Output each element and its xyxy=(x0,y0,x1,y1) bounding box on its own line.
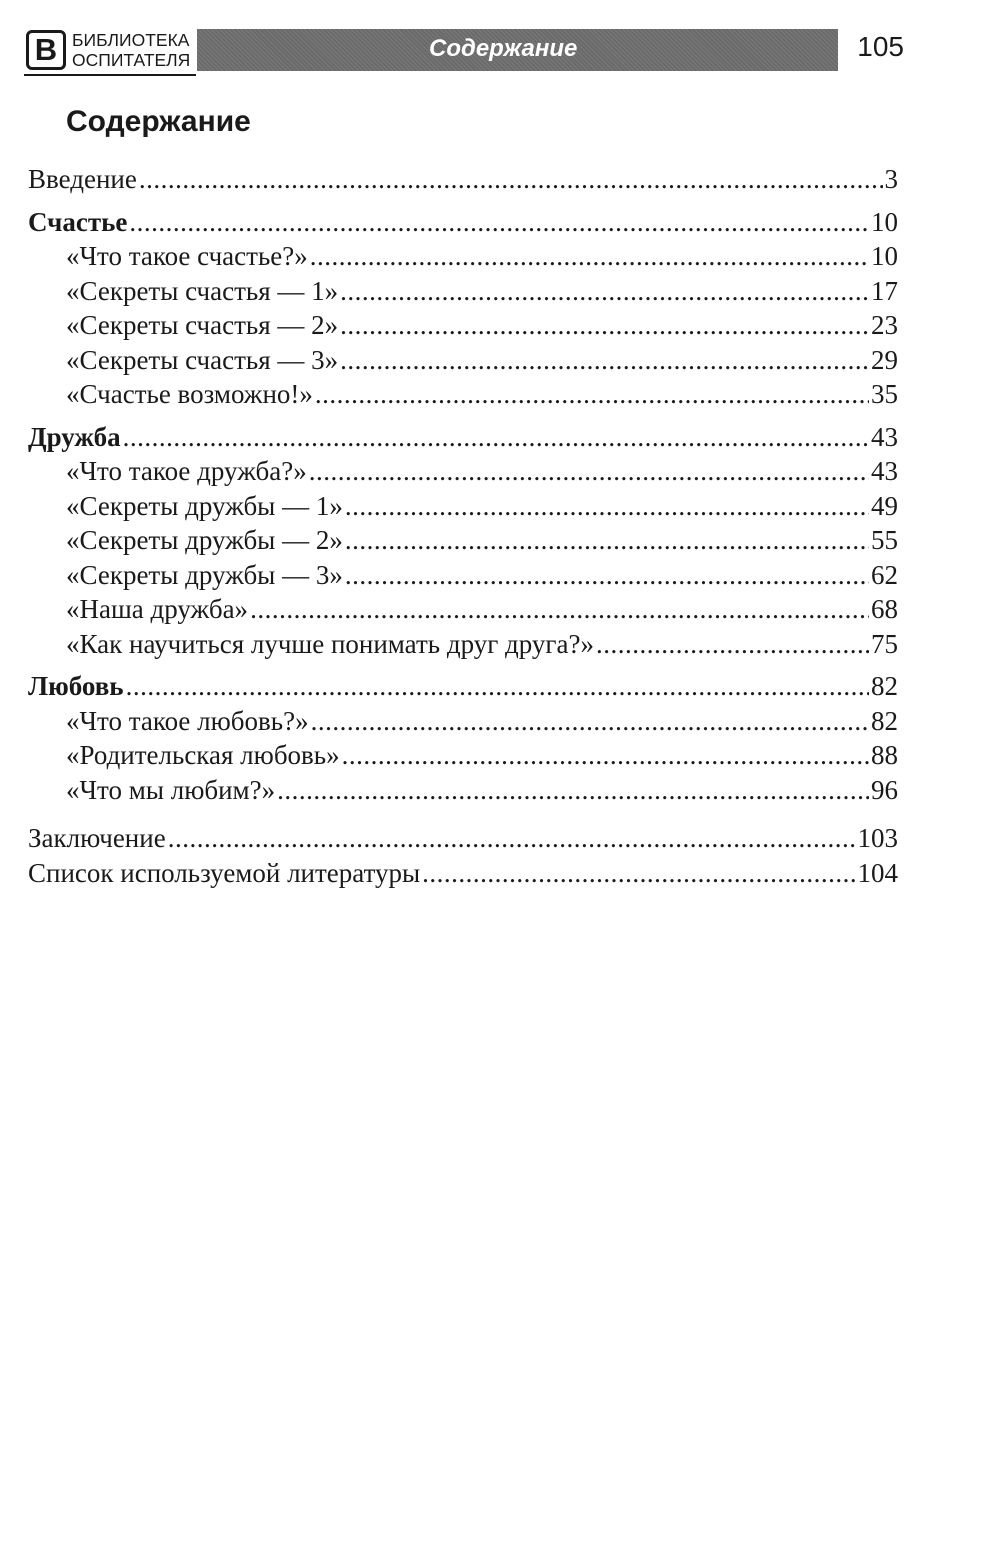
series-logo-line1: БИБЛИОТЕКА xyxy=(72,30,190,50)
dot-leader xyxy=(340,343,869,378)
dot-leader xyxy=(340,308,869,343)
toc-entry-page: 43 xyxy=(871,456,898,486)
toc-entry-page: 75 xyxy=(871,628,898,659)
toc-entry[interactable] xyxy=(28,343,898,378)
dot-leader xyxy=(345,489,869,524)
running-header xyxy=(24,26,904,76)
toc-entry-title: «Секреты дружбы — 2» xyxy=(66,525,343,555)
dot-leader xyxy=(250,592,869,627)
toc-entry-page: 23 xyxy=(871,310,898,340)
series-logo-text xyxy=(72,30,190,70)
dot-leader xyxy=(311,704,869,739)
toc-entry-page: 49 xyxy=(871,490,898,521)
toc-entry[interactable] xyxy=(28,239,898,274)
toc-entry-conclusion[interactable] xyxy=(28,821,898,856)
toc-entry-title: «Что такое любовь?» xyxy=(66,705,309,736)
toc-entry[interactable] xyxy=(28,592,898,627)
toc-entry-page: 88 xyxy=(871,740,898,770)
toc-entry-title: «Что мы любим?» xyxy=(66,774,276,805)
toc-entry-page: 82 xyxy=(871,671,898,701)
toc-entry-page: 62 xyxy=(871,559,898,590)
toc-entry-introduction[interactable] xyxy=(28,162,898,197)
toc-entry[interactable] xyxy=(28,274,898,309)
series-logo xyxy=(24,26,196,74)
toc-entry-page: 10 xyxy=(871,241,898,271)
dot-leader xyxy=(422,856,855,891)
toc-section-friendship[interactable] xyxy=(28,420,898,455)
dot-leader xyxy=(345,558,869,593)
toc-entry[interactable] xyxy=(28,308,898,343)
toc-entry[interactable] xyxy=(28,454,898,489)
toc-entry-page: 29 xyxy=(871,344,898,375)
toc-entry[interactable] xyxy=(28,627,898,662)
dot-leader xyxy=(123,420,869,455)
toc-entry-title: «Наша дружба» xyxy=(66,594,249,624)
dot-leader xyxy=(342,738,869,773)
dot-leader xyxy=(129,205,869,240)
toc-entry-title: Заключение xyxy=(28,823,166,853)
toc-entry-title: «Секреты дружбы — 1» xyxy=(66,490,343,521)
toc-entry-title: «Что такое дружба?» xyxy=(66,456,307,486)
toc-entry-page: 10 xyxy=(871,206,898,237)
dot-leader xyxy=(139,162,883,197)
toc-entry-page: 43 xyxy=(871,421,898,452)
toc-entry-page: 96 xyxy=(871,774,898,805)
toc-entry-title: «Секреты счастья — 2» xyxy=(66,310,339,340)
dot-leader xyxy=(277,773,869,808)
toc-entry-title: «Секреты счастья — 1» xyxy=(66,275,339,306)
dot-leader xyxy=(168,821,856,856)
toc-entry[interactable] xyxy=(28,489,898,524)
toc-entry-page: 68 xyxy=(871,594,898,624)
toc-entry-page: 17 xyxy=(871,275,898,306)
toc-entry-title: Список используемой литературы xyxy=(28,857,421,888)
toc-entry-title: «Секреты дружбы — 3» xyxy=(66,559,343,590)
toc-entry-page: 82 xyxy=(871,705,898,736)
toc-entry-title: Введение xyxy=(28,164,137,194)
dot-leader xyxy=(345,523,869,558)
page-number: 105 xyxy=(857,31,904,62)
toc-entry-page: 35 xyxy=(871,379,898,409)
toc-entry[interactable] xyxy=(28,523,898,558)
dot-leader xyxy=(596,627,869,662)
toc-section-happiness[interactable] xyxy=(28,205,898,240)
toc-heading: Содержание xyxy=(66,105,251,138)
series-logo-line2: ОСПИТАТЕЛЯ xyxy=(72,50,191,70)
logo-underline xyxy=(24,74,196,76)
series-logo-badge: В xyxy=(26,30,66,70)
toc-entry[interactable] xyxy=(28,558,898,593)
toc-section-title: Дружба xyxy=(28,421,121,452)
dot-leader xyxy=(315,377,869,412)
toc-entry-page: 55 xyxy=(871,525,898,555)
toc-entry-title: «Родительская любовь» xyxy=(66,740,340,770)
table-of-contents xyxy=(28,162,898,890)
dot-leader xyxy=(340,274,869,309)
toc-entry-title: «Секреты счастья — 3» xyxy=(66,344,339,375)
toc-entry[interactable] xyxy=(28,704,898,739)
toc-section-love[interactable] xyxy=(28,669,898,704)
dot-leader xyxy=(126,669,869,704)
toc-entry-page: 103 xyxy=(857,823,898,853)
toc-entry[interactable] xyxy=(28,377,898,412)
toc-entry-title: «Счастье возможно!» xyxy=(66,379,313,409)
toc-entry-title: «Как научиться лучше понимать друг друга?» xyxy=(66,628,594,659)
toc-entry-references[interactable] xyxy=(28,856,898,891)
dot-leader xyxy=(309,454,869,489)
toc-entry-page: 3 xyxy=(884,164,898,194)
running-section-title: Содержание xyxy=(429,35,578,62)
toc-entry-page: 104 xyxy=(857,857,898,888)
toc-entry[interactable] xyxy=(28,738,898,773)
toc-entry-title: «Что такое счастье?» xyxy=(66,241,308,271)
toc-entry[interactable] xyxy=(28,773,898,808)
dot-leader xyxy=(310,239,869,274)
toc-section-title: Любовь xyxy=(28,671,124,701)
toc-section-title: Счастье xyxy=(28,206,128,237)
